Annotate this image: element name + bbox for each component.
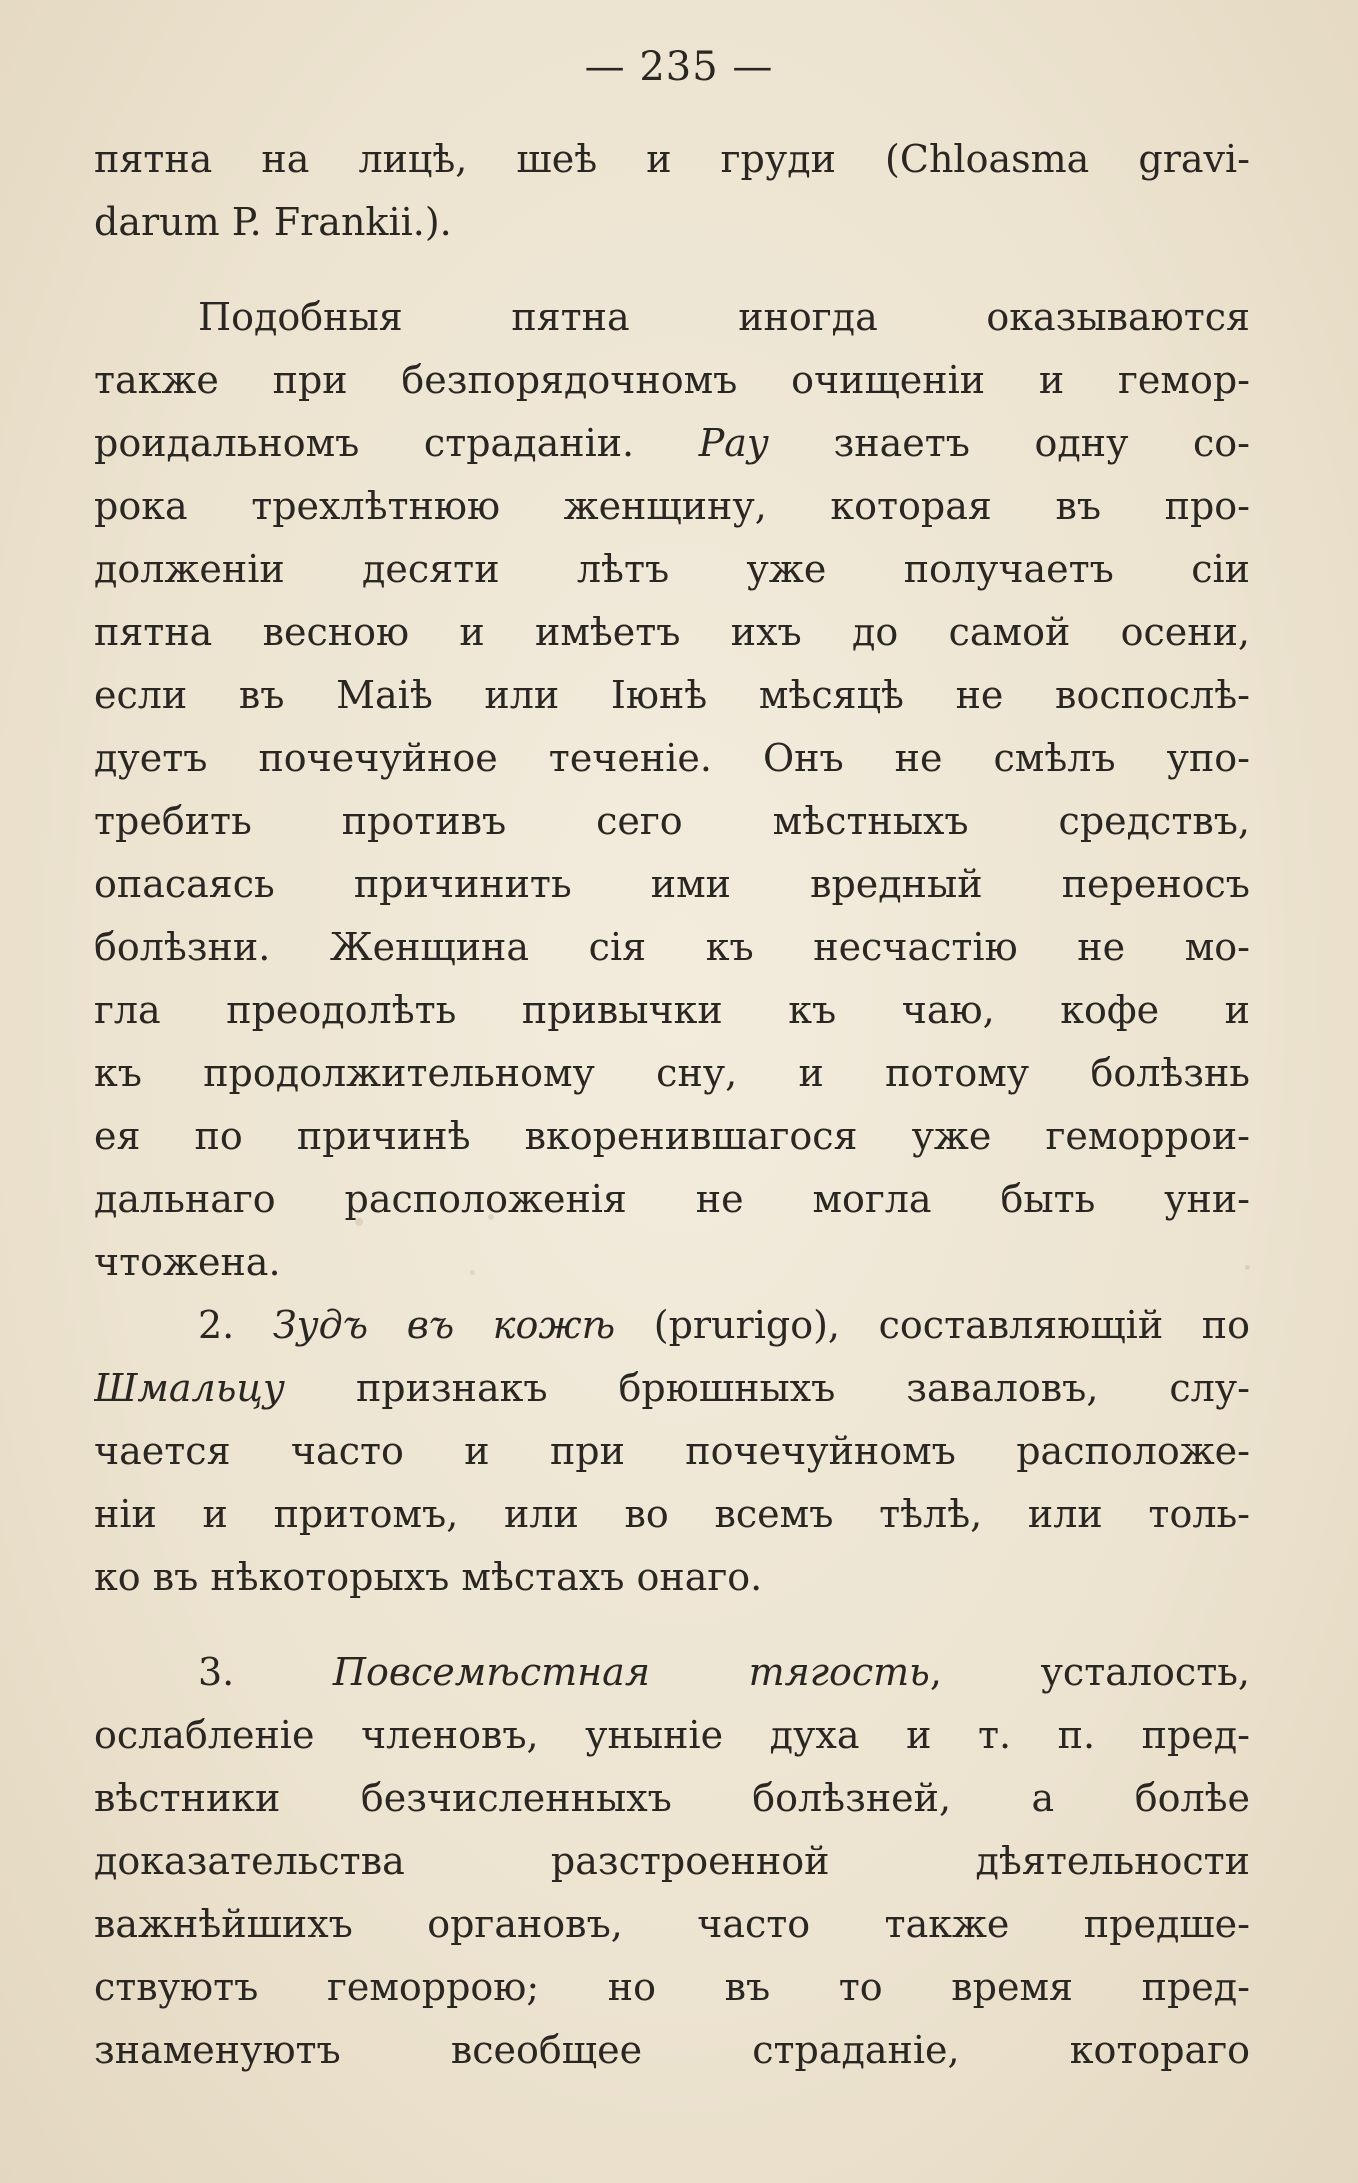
text-segment: признакъ брюшныхъ заваловъ, слу- (284, 1366, 1250, 1410)
text-line (94, 1420, 1250, 1483)
text-line (94, 1357, 1250, 1420)
text-line (94, 286, 1250, 349)
page-number-header: — 235 — (584, 44, 774, 90)
text-segment: дуетъ почечуйное теченiе. Онъ не смѣлъ упо- (94, 736, 1250, 780)
text-segment: darum P. Frankii.). (94, 200, 452, 244)
text-segment: дальнаго расположенiя не могла быть уни- (94, 1177, 1250, 1221)
text-line (94, 601, 1250, 664)
text-segment: , усталость, (929, 1650, 1250, 1694)
text-segment: также при безпорядочномъ очищенiи и гемор- (94, 358, 1250, 402)
text-line (94, 979, 1250, 1042)
text-segment: болѣзни. Женщина сiя къ несчастiю не мо- (94, 925, 1250, 969)
text-segment: гла преодолѣть привычки къ чаю, кофе и (94, 988, 1250, 1032)
italic-text: Рау (698, 421, 769, 465)
text-segment: чается часто и при почечуйномъ расположе- (94, 1429, 1250, 1473)
text-segment: роидальномъ страданiи. (94, 421, 699, 465)
text-segment: ослабленiе членовъ, унынiе духа и т. п. пред- (94, 1713, 1250, 1757)
text-segment: знаменуютъ всеобщее страданiе, котораго (94, 2028, 1250, 2072)
text-segment: опасаясь причинить ими вредный переносъ (94, 862, 1250, 906)
text-line (94, 916, 1250, 979)
text-segment: рока трехлѣтнюю женщину, которая въ про- (94, 484, 1250, 528)
text-line (94, 1483, 1250, 1546)
text-line (94, 1830, 1250, 1893)
text-line (94, 790, 1250, 853)
text-line (94, 1105, 1250, 1168)
text-line (94, 2019, 1250, 2082)
text-segment: (prurigo), составляющiй по (615, 1303, 1250, 1347)
text-line (94, 349, 1250, 412)
text-segment: ея по причинѣ вкоренившагося уже геморрои- (94, 1114, 1250, 1158)
italic-text: Шмальцу (94, 1366, 285, 1410)
text-line (94, 1231, 1250, 1294)
text-segment: вѣстники безчисленныхъ болѣзней, а болѣе (94, 1776, 1250, 1820)
text-segment: Подобныя пятна иногда оказываются (198, 295, 1250, 339)
text-line (94, 853, 1250, 916)
text-line (94, 1893, 1250, 1956)
text-segment: если въ Маiѣ или Iюнѣ мѣсяцѣ не воспослѣ- (94, 673, 1250, 717)
text-segment: 2. (198, 1303, 273, 1347)
text-line (94, 538, 1250, 601)
italic-text: Зудъ въ кожѣ (272, 1303, 616, 1347)
text-line (94, 1042, 1250, 1105)
text-segment: пятна весною и имѣетъ ихъ до самой осени, (94, 610, 1250, 654)
text-line (94, 1546, 1250, 1609)
text-line (94, 191, 1250, 254)
text-segment: доказательства разстроенной дѣятельности (94, 1839, 1250, 1883)
text-line (94, 727, 1250, 790)
text-segment: знаетъ одну со- (768, 421, 1250, 465)
text-line (94, 1704, 1250, 1767)
text-segment: долженiи десяти лѣтъ уже получаетъ сiи (94, 547, 1250, 591)
text-line (94, 1641, 1250, 1704)
text-line (94, 412, 1250, 475)
text-line (94, 1956, 1250, 2019)
text-segment: ствуютъ геморрою; но въ то время пред- (94, 1965, 1250, 2009)
text-line (94, 664, 1250, 727)
text-segment: чтожена. (94, 1240, 281, 1284)
text-segment: нiи и притомъ, или во всемъ тѣлѣ, или толь- (94, 1492, 1250, 1536)
body-text (94, 128, 1250, 2082)
text-segment: къ продолжительному сну, и потому болѣзнь (94, 1051, 1250, 1095)
text-line (94, 128, 1250, 191)
italic-text: Повсемѣстная тягость (332, 1650, 930, 1694)
text-line (94, 1168, 1250, 1231)
text-line (94, 1767, 1250, 1830)
text-segment: 3. (198, 1650, 333, 1694)
text-line (94, 1294, 1250, 1357)
text-line (94, 475, 1250, 538)
text-segment: требить противъ сего мѣстныхъ средствъ, (94, 799, 1250, 843)
text-segment: ко въ нѣкоторыхъ мѣстахъ онаго. (94, 1555, 763, 1599)
text-segment: важнѣйшихъ органовъ, часто также предше- (94, 1902, 1250, 1946)
text-segment: пятна на лицѣ, шеѣ и груди (Chloasma gravi- (94, 137, 1250, 181)
